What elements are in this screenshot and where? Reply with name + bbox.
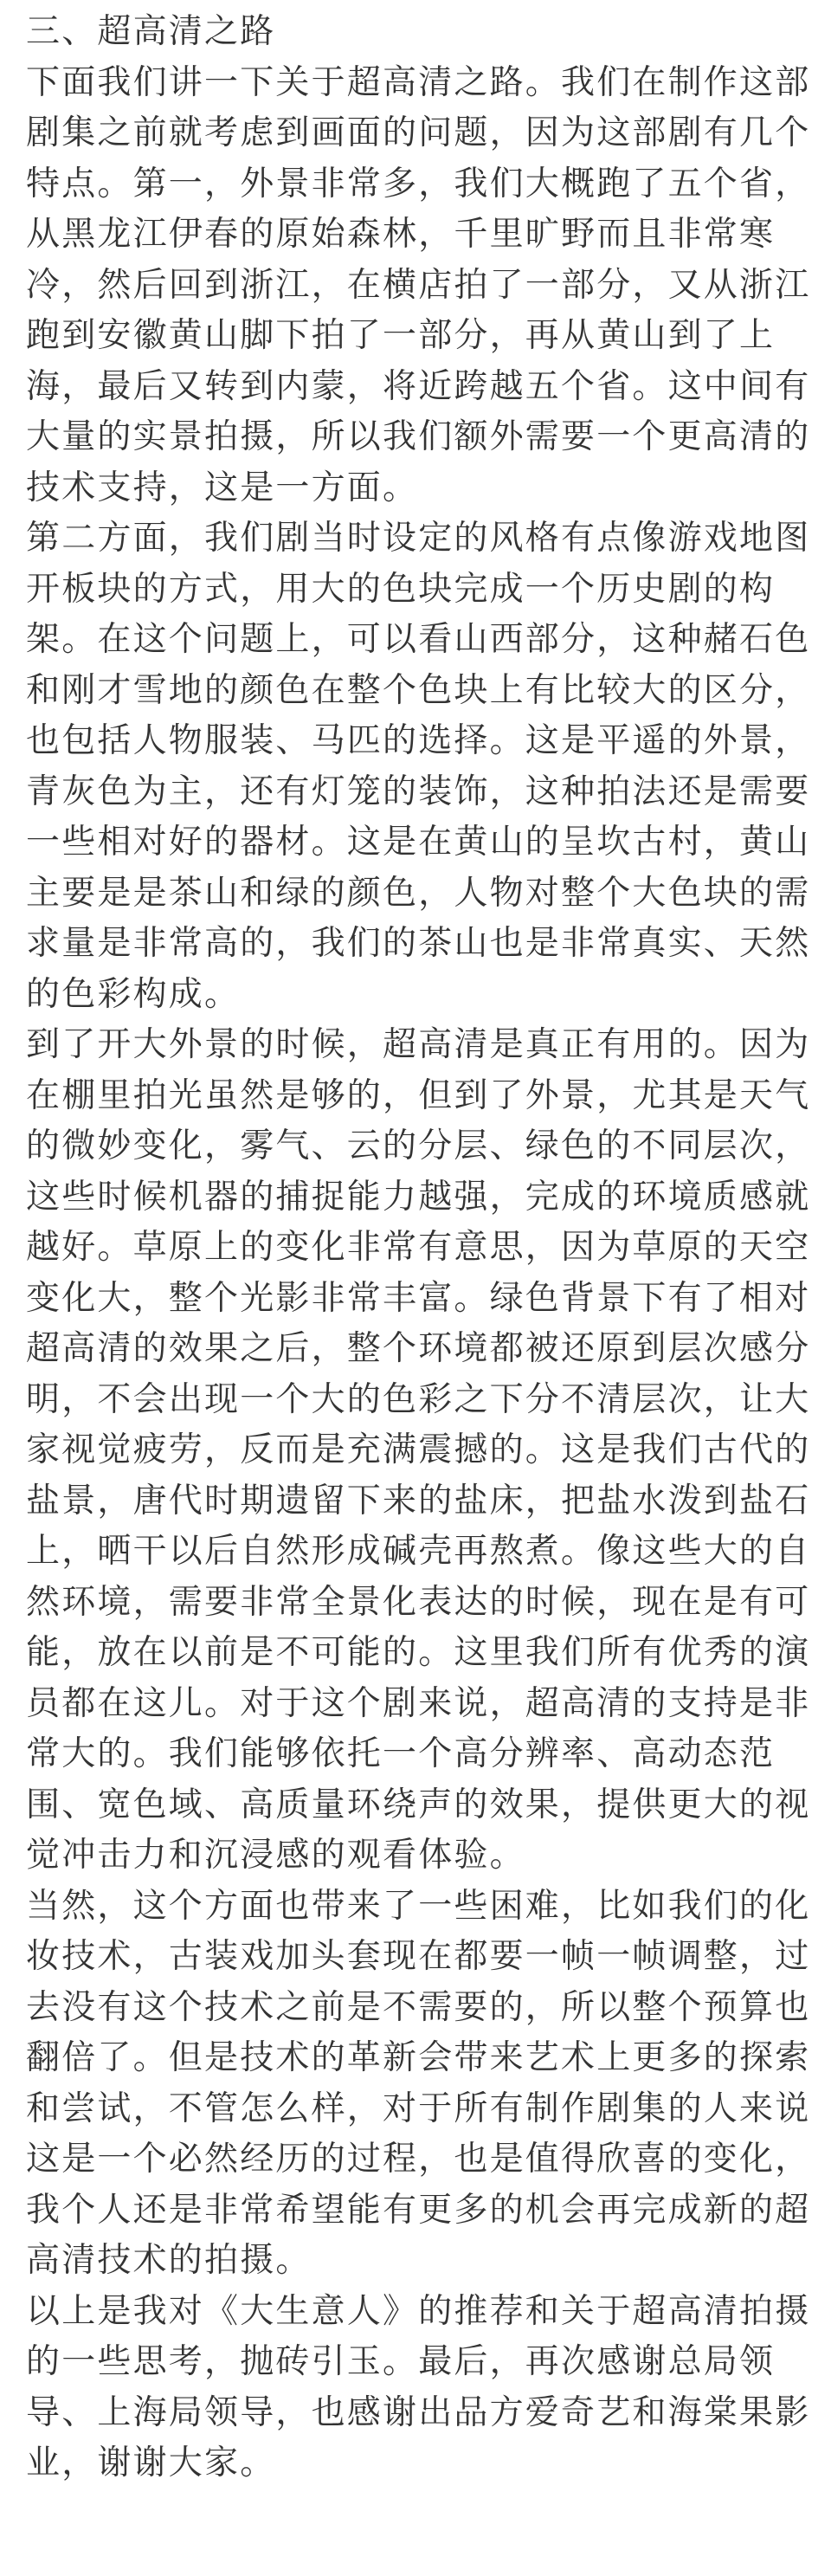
text-line: 技术支持，这是一方面。 — [26, 468, 419, 507]
text-line: 和刚才雪地的颜色在整个色块上有比较大的区分， — [26, 670, 811, 710]
text-line: 然环境，需要非常全景化表达的时候，现在是有可 — [26, 1582, 811, 1622]
text-line: 架。在这个问题上，可以看山西部分，这种赭石色 — [26, 620, 811, 659]
text-line: 越好。草原上的变化非常有意思，因为草原的天空 — [26, 1228, 811, 1267]
text-line: 以上是我对《大生意人》的推荐和关于超高清拍摄 — [26, 2291, 811, 2331]
text-line: 导、上海局领导，也感谢出品方爱奇艺和海棠果影 — [26, 2392, 811, 2432]
text-line: 家视觉疲劳，反而是充满震撼的。这是我们古代的 — [26, 1430, 811, 1469]
paragraph — [26, 513, 811, 1020]
text-line: 大量的实景拍摄，所以我们额外需要一个更高清的 — [26, 417, 811, 456]
text-line: 的微妙变化，雾气、云的分层、绿色的不同层次， — [26, 1127, 811, 1165]
text-line: 冷，然后回到浙江，在横店拍了一部分，又从浙江 — [26, 265, 811, 305]
text-line: 开板块的方式，用大的色块完成一个历史剧的构 — [26, 569, 776, 609]
text-line: 的一些思考，抛砖引玉。最后，再次感谢总局领 — [26, 2342, 776, 2381]
text-line: 明，不会出现一个大的色彩之下分不清层次，让大 — [26, 1379, 811, 1419]
text-line: 这是一个必然经历的过程，也是值得欣喜的变化， — [26, 2140, 811, 2179]
text-line: 妆技术，古装戏加头套现在都要一帧一帧调整，过 — [26, 1937, 811, 1976]
text-line: 剧集之前就考虑到画面的问题，因为这部剧有几个 — [26, 113, 811, 152]
text-line: 去没有这个技术之前是不需要的，所以整个预算也 — [26, 1987, 811, 2027]
text-line: 高清技术的拍摄。 — [26, 2241, 312, 2280]
text-line: 员都在这儿。对于这个剧来说，超高清的支持是非 — [26, 1683, 811, 1723]
text-line: 下面我们讲一下关于超高清之路。我们在制作这部 — [26, 62, 811, 102]
text-line: 盐景，唐代时期遗留下来的盐床，把盐水泼到盐石 — [26, 1481, 811, 1520]
text-line: 能，放在以前是不可能的。这里我们所有优秀的演 — [26, 1633, 811, 1672]
text-line: 也包括人物服装、马匹的选择。这是平遥的外景， — [26, 721, 811, 760]
text-line: 当然，这个方面也带来了一些困难，比如我们的化 — [26, 1886, 811, 1926]
text-line: 围、宽色域、高质量环绕声的效果，提供更大的视 — [26, 1785, 811, 1824]
paragraph — [26, 1020, 811, 1882]
text-line: 的色彩构成。 — [26, 974, 241, 1014]
text-line: 跑到安徽黄山脚下拍了一部分，再从黄山到了上 — [26, 316, 776, 355]
paragraph — [26, 1882, 811, 2287]
text-line: 我个人还是非常希望能有更多的机会再完成新的超 — [26, 2190, 811, 2230]
text-line: 翻倍了。但是技术的革新会带来艺术上更多的探索 — [26, 2038, 811, 2077]
text-line: 常大的。我们能够依托一个高分辨率、高动态范 — [26, 1734, 776, 1773]
text-line: 变化大，整个光影非常丰富。绿色背景下有了相对 — [26, 1278, 811, 1318]
text-line: 超高清的效果之后，整个环境都被还原到层次感分 — [26, 1329, 811, 1368]
text-line: 在棚里拍光虽然是够的，但到了外景，尤其是天气 — [26, 1075, 811, 1115]
section-heading: 三、超高清之路 — [26, 12, 276, 51]
text-line: 这些时候机器的捕捉能力越强，完成的环境质感就 — [26, 1177, 811, 1217]
text-line: 一些相对好的器材。这是在黄山的呈坎古村，黄山 — [26, 823, 811, 862]
paragraph — [26, 2287, 811, 2489]
text-line: 主要是是茶山和绿的颜色，人物对整个大色块的需 — [26, 873, 811, 913]
text-line: 特点。第一，外景非常多，我们大概跑了五个省， — [26, 164, 811, 203]
document-body — [26, 58, 811, 2489]
text-line: 从黑龙江伊春的原始森林，千里旷野而且非常寒 — [26, 215, 776, 254]
text-line: 到了开大外景的时候，超高清是真正有用的。因为 — [26, 1025, 811, 1064]
text-line: 求量是非常高的，我们的茶山也是非常真实、天然 — [26, 924, 811, 963]
text-line: 业，谢谢大家。 — [26, 2444, 276, 2482]
paragraph — [26, 58, 811, 514]
text-line: 觉冲击力和沉浸感的观看体验。 — [26, 1836, 525, 1875]
text-line: 第二方面，我们剧当时设定的风格有点像游戏地图 — [26, 519, 811, 558]
text-line: 和尝试，不管怎么样，对于所有制作剧集的人来说 — [26, 2089, 811, 2128]
text-line: 青灰色为主，还有灯笼的装饰，这种拍法还是需要 — [26, 772, 811, 811]
text-line: 海，最后又转到内蒙，将近跨越五个省。这中间有 — [26, 366, 811, 406]
text-line: 上，晒干以后自然形成碱壳再熬煮。像这些大的自 — [26, 1532, 811, 1571]
